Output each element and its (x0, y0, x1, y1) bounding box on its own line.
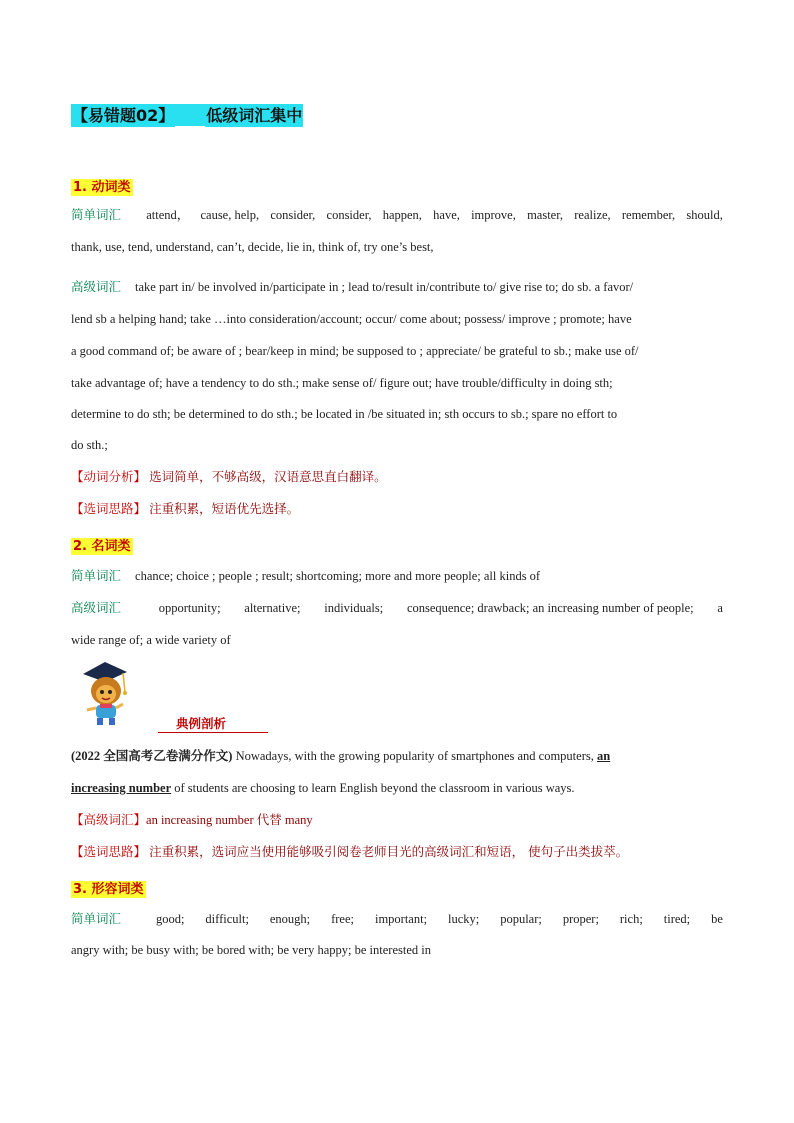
word: cause, help, (200, 208, 260, 222)
verbs-advanced-line-6: do sth.; (71, 438, 108, 452)
word: rich; (619, 912, 643, 926)
example-line-2: increasing number of students are choosing to learn English beyond the classroom in various ways. (71, 781, 575, 795)
nouns-simple-line: 简单词汇 chance; choice ; people ; result; shortcoming; more and more people; all kinds of (71, 568, 541, 583)
word: be (711, 912, 723, 926)
word: tired; (663, 912, 691, 926)
section-heading-nouns: 2. 名词类 (73, 539, 131, 554)
page-title: 【易错题02】 低级词汇集中 (72, 106, 303, 125)
word: have, (433, 208, 460, 222)
word: free; (331, 912, 355, 926)
word: should, (686, 208, 723, 222)
word: master, (527, 208, 564, 222)
verbs-simple-line-1 (71, 207, 723, 223)
word: happen, (382, 208, 422, 222)
word: improve, (471, 208, 516, 222)
example-line-1: (2022 全国高考乙卷满分作文) Nowadays, with the growing popularity of smartphones and computers, an (71, 749, 611, 763)
verbs-analysis: 【动词分析】 选词简单，不够高级，汉语意思直白翻译。 (71, 469, 387, 484)
verbs-advanced-line-5: determine to do sth; be determined to do sth.; be located in /be situated in; sth occurs to sb.; spare no effort to (71, 407, 618, 421)
adjectives-simple-line-2: angry with; be busy with; be bored with; be very happy; be interested in (71, 943, 431, 957)
verbs-simple-line-2: thank, use, tend, understand, can’t, decide, lie in, think of, try one’s best, (71, 240, 434, 254)
word: important; (374, 912, 428, 926)
example-advanced-note: 【高级词汇】an increasing number 代替 many (71, 812, 313, 827)
section-heading-adjectives: 3. 形容词类 (73, 882, 144, 897)
example-tip: 【选词思路】 注重积累，选词应当使用能够吸引阅卷老师目光的高级词汇和短语， 使句子出类拔萃。 (71, 844, 629, 859)
verbs-advanced-line-1: 高级词汇 take part in/ be involved in/participate in ; lead to/result in/contribute to/ give rise to; do sb. a favor/ (71, 279, 634, 294)
verbs-advanced-line-4: take advantage of; have a tendency to do sth.; make sense of/ figure out; have trouble/difficulty in doing sth; (71, 376, 613, 390)
adjectives-simple-line-1: 简单词汇 good; difficult; enough; free; important; lucky; popular; proper; rich; tired; be (71, 911, 723, 926)
title-text: 低级词汇集中 (206, 106, 303, 125)
nouns-advanced-line-1: 高级词汇 opportunity; alternative; individuals; consequence; drawback; an increasing number of people; a (71, 600, 723, 615)
student-mascot-icon (75, 658, 145, 728)
word: good; (155, 912, 185, 926)
word: opportunity; (158, 601, 221, 615)
example-heading: 典例剖析 (158, 716, 268, 733)
simple-label: 简单词汇 (71, 207, 122, 222)
word: enough; (269, 912, 311, 926)
nouns-advanced-line-2: wide range of; a wide variety of (71, 633, 231, 647)
verbs-advanced-line-3: a good command of; be aware of ; bear/keep in mind; be supposed to ; appreciate/ be grateful to sb.; make use of/ (71, 344, 639, 358)
word: realize, (574, 208, 611, 222)
word: consequence; drawback; an increasing number of people; (406, 601, 694, 615)
advanced-label: 高级词汇 (71, 279, 122, 294)
word: attend， (146, 208, 190, 222)
word: popular; (500, 912, 542, 926)
word: consider, (270, 208, 316, 222)
word: remember, (621, 208, 676, 222)
word: lucky; (448, 912, 480, 926)
verbs-advanced-line-2: lend sb a helping hand; take …into consideration/account; occur/ come about; possess/ improve ; promote; have (71, 312, 632, 326)
word: consider, (326, 208, 372, 222)
word: a (717, 601, 723, 615)
word: difficult; (205, 912, 249, 926)
section-heading-verbs: 1. 动词类 (73, 180, 131, 195)
word: alternative; (244, 601, 301, 615)
verbs-tip: 【选词思路】 注重积累，短语优先选择。 (71, 501, 300, 516)
word: proper; (562, 912, 599, 926)
word: individuals; (324, 601, 384, 615)
